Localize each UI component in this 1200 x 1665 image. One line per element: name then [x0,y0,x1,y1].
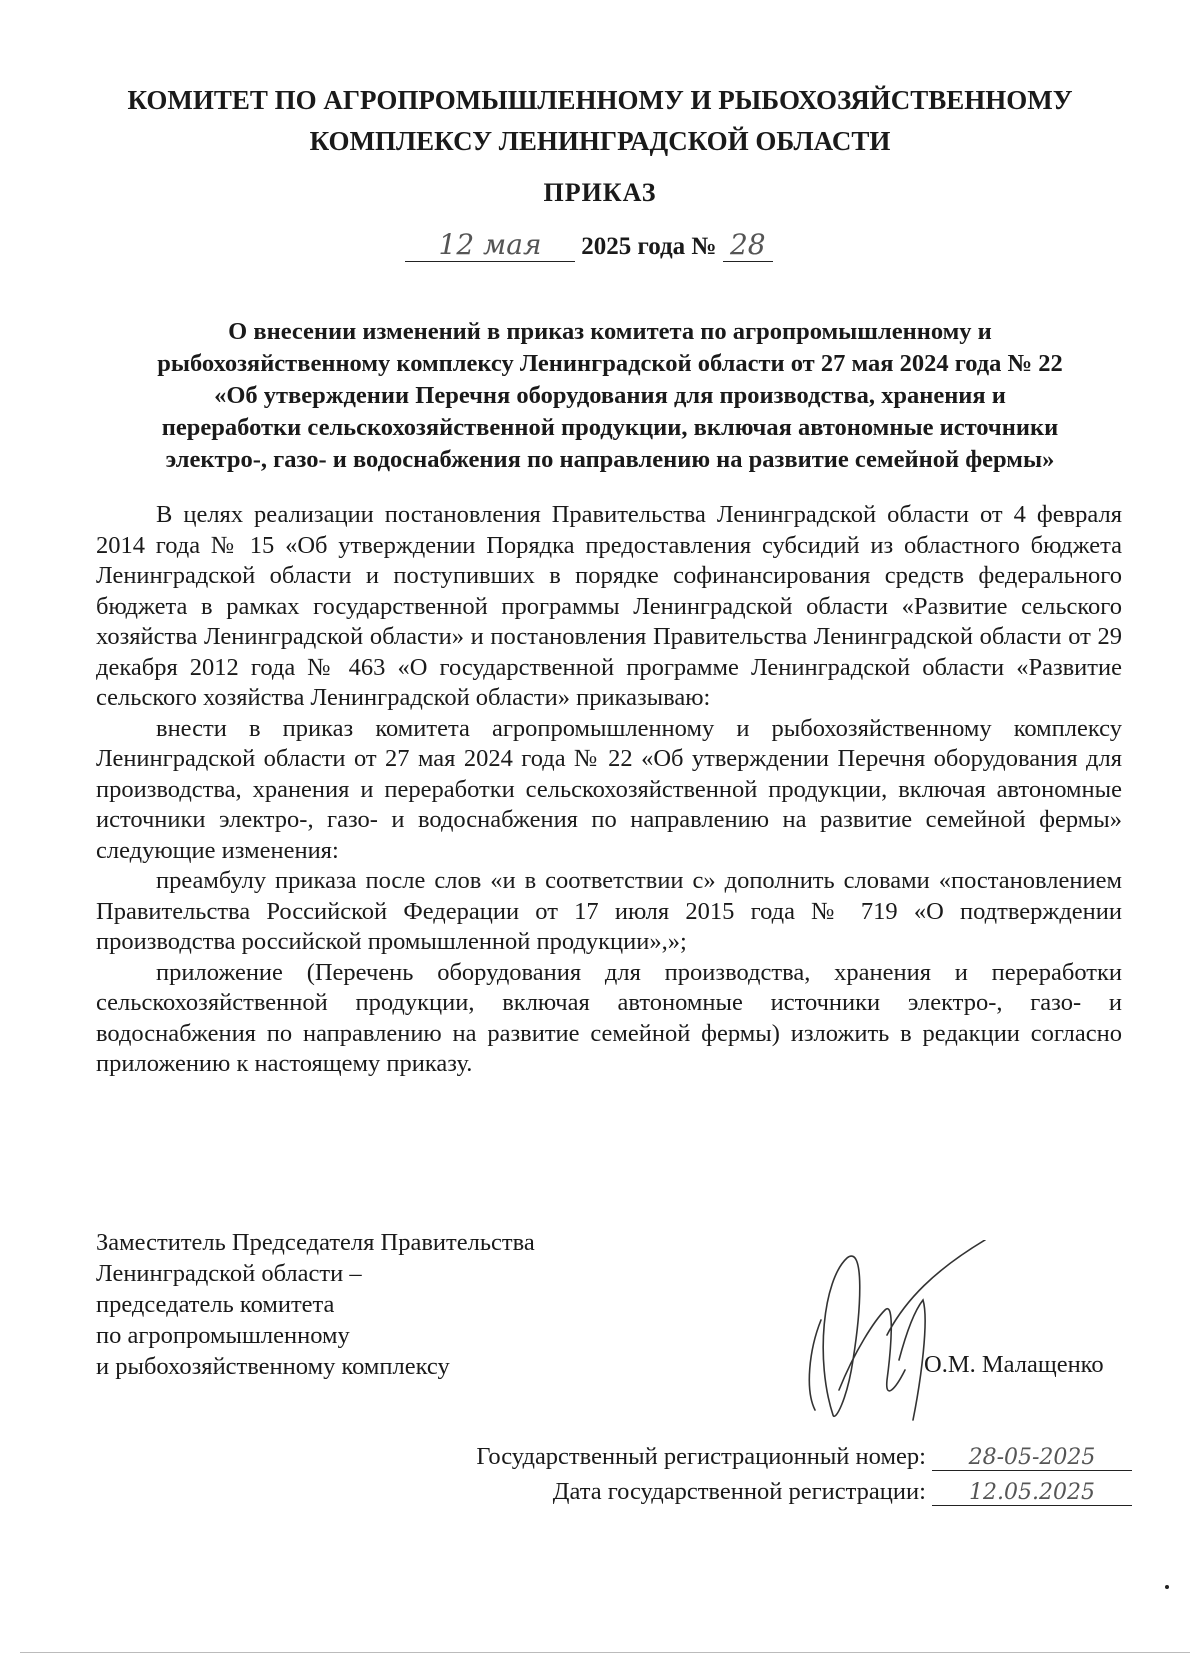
signer-title [96,1227,535,1382]
body-paragraph: приложение (Перечень оборудования для производства, хранения и переработки сельскохозяйственной продукции, включая автономные источники электро-, газо- и водоснабжения по направлению на развитие семейной фермы) изложить в редакции согласно приложению к настоящему приказу. [96,958,1122,1077]
subject-line: переработки сельскохозяйственной продукции, включая автономные источники [161,414,1059,441]
org-line-1: КОМИТЕТ ПО АГРОПРОМЫШЛЕННОМУ И РЫБОХОЗЯЙСТВЕННОМУ [127,85,1073,115]
scan-speck [1165,1585,1169,1589]
signer-title-line: и рыбохозяйственному комплексу [96,1353,450,1380]
subject-line: электро-, газо- и водоснабжения по направлению на развитие семейной фермы» [165,446,1055,473]
registration-date-row [380,1478,1132,1506]
subject-line: О внесении изменений в приказ комитета по агропромышленному и [228,318,992,345]
body-paragraph: внести в приказ комитета агропромышленному и рыбохозяйственному комплексу Ленинградской области от 27 мая 2024 года № 22 «Об утверждении Перечня оборудования для производства, хранения и переработки сельскохозяйственной продукции, включая автономные источники электро-, газо- и водоснабжения по направлению на развитие семейной фермы» следующие изменения: [96,714,1122,864]
subject-line: рыбохозяйственному комплексу Ленинградской области от 27 мая 2024 года № 22 [157,350,1063,377]
registration-date-value: 12.05.2025 [932,1480,1132,1506]
subject-line: «Об утверждении Перечня оборудования для производства, хранения и [214,382,1006,409]
order-body [96,500,1122,1080]
signer-title-line: председатель комитета [96,1291,335,1318]
scan-edge-line [20,1652,1190,1653]
org-line-2: КОМПЛЕКСУ ЛЕНИНГРАДСКОЙ ОБЛАСТИ [309,126,891,156]
signer-title-line: по агропромышленному [96,1322,350,1349]
signer-title-line: Ленинградской области – [96,1260,362,1287]
organization-name [0,80,1200,162]
handwritten-date: 12 мая [405,228,575,262]
body-paragraph: В целях реализации постановления Правительства Ленинградской области от 4 февраля 2014 года № 15 «Об утверждении Порядка предоставления субсидий из областного бюджета Ленинградской области и поступивших в порядке софинансирования средств федерального бюджета в рамках государственной программы Ленинградской области «Развитие сельского хозяйства Ленинградской области» и постановления Правительства Ленинградской области от 29 декабря 2012 года № 463 «О государственной программе Ленинградской области «Развитие сельского хозяйства Ленинградской области» приказываю: [96,501,1122,711]
document-type: ПРИКАЗ [543,178,657,207]
order-year-text: 2025 года № [581,233,717,260]
signer-title-line: Заместитель Председателя Правительства [96,1229,535,1256]
order-date-line [405,228,773,262]
registration-date-label: Дата государственной регистрации: [552,1478,926,1505]
handwritten-order-number: 28 [723,228,773,262]
handwritten-signature [795,1240,1005,1430]
body-paragraph: преамбулу приказа после слов «и в соответствии с» дополнить словами «постановлением Правительства Российской Федерации от 17 июля 2015 года № 719 «О подтверждении производства российской промышленной продукции»,»; [96,867,1122,955]
registration-number-value: 28-05-2025 [932,1445,1132,1471]
order-subject [100,316,1120,476]
registration-number-row [380,1443,1132,1471]
signer-name: О.М. Малащенко [924,1351,1104,1378]
registration-number-label: Государственный регистрационный номер: [476,1443,926,1470]
